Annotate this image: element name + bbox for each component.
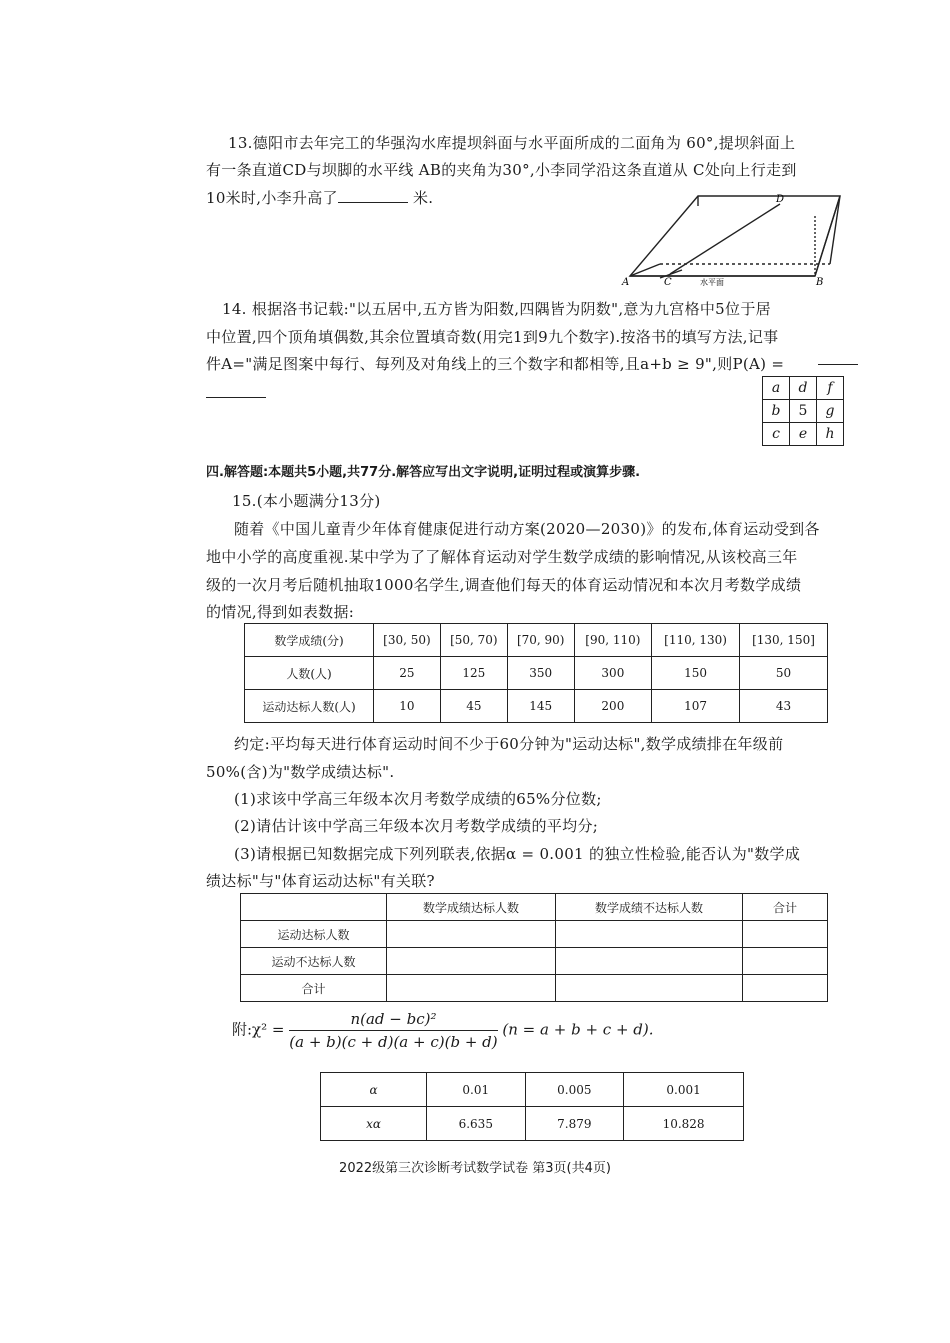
q13-line3-post: 米. [412, 189, 434, 207]
q15-rule-2: 50%(含)为"数学成绩达标". [206, 763, 395, 781]
q15-intro-4: 的情况,得到如表数据: [206, 603, 355, 621]
luoshu-grid [762, 376, 844, 446]
contingency-table [240, 893, 828, 1002]
grid-cell: c [763, 423, 790, 446]
contingency-row-label: 运动不达标人数 [241, 948, 387, 975]
grid-cell: h [817, 423, 844, 446]
label-water-plane: 水平面 [700, 278, 724, 286]
q15-part-3b: 绩达标"与"体育运动达标"有关联? [206, 872, 435, 890]
table-cell: 43 [740, 690, 828, 723]
score-table-header: [90, 110) [574, 624, 651, 657]
q14-line3 [206, 350, 806, 378]
q14-line1: 14. 根据洛书记载:"以五居中,五方皆为阳数,四隅皆为阴数",意为九宫格中5位于居 [222, 300, 771, 318]
grid-cell: b [763, 400, 790, 423]
table-cell: 10 [374, 690, 441, 723]
table-cell: 150 [652, 657, 740, 690]
contingency-cell [743, 921, 828, 948]
critical-table-cell: xα [321, 1107, 427, 1141]
score-table-header: [130, 150] [740, 624, 828, 657]
formula-prefix: 附:χ² = [232, 1020, 285, 1039]
table-cell: 350 [507, 657, 574, 690]
score-table-header: [70, 90) [507, 624, 574, 657]
contingency-cell [556, 921, 743, 948]
q15-part-3a: (3)请根据已知数据完成下列列联表,依据α = 0.001 的独立性检验,能否认为"数学成 [234, 845, 801, 863]
table-cell: 50 [740, 657, 828, 690]
critical-table-cell: α [321, 1073, 427, 1107]
q15-intro-2: 地中小学的高度重视.某中学为了了解体育运动对学生数学成绩的影响情况,从该校高三年 [206, 548, 798, 566]
q15-heading: 15.(本小题满分13分) [232, 492, 381, 510]
contingency-cell [556, 975, 743, 1002]
table-cell: 300 [574, 657, 651, 690]
chi-square-formula [232, 1010, 654, 1051]
formula-denominator: (a + b)(c + d)(a + c)(b + d) [289, 1033, 498, 1051]
formula-fraction [289, 1010, 497, 1051]
critical-table-cell: 10.828 [624, 1107, 744, 1141]
q15-intro-3: 级的一次月考后随机抽取1000名学生,调查他们每天的体育运动情况和本次月考数学成绩 [206, 576, 802, 594]
label-c: C [664, 277, 672, 286]
contingency-header: 数学成绩不达标人数 [556, 894, 743, 921]
q15-part-1: (1)求该中学高三年级本次月考数学成绩的65%分位数; [234, 790, 602, 808]
score-table [244, 623, 828, 723]
critical-table-cell: 7.879 [525, 1107, 624, 1141]
grid-cell: 5 [790, 400, 817, 423]
critical-table-cell: 0.01 [427, 1073, 526, 1107]
contingency-cell [743, 948, 828, 975]
label-b: B [816, 277, 824, 286]
q15-intro-1: 随着《中国儿童青少年体育健康促进行动方案(2020—2030)》的发布,体育运动受到各 [234, 520, 820, 538]
grid-cell: e [790, 423, 817, 446]
table-cell: 人数(人) [245, 657, 374, 690]
q13-line1: 13.德阳市去年完工的华强沟水库提坝斜面与水平面所成的二面角为 60°,提坝斜面上 [228, 134, 796, 152]
table-cell: 125 [440, 657, 507, 690]
grid-cell: a [763, 377, 790, 400]
label-a: A [622, 277, 630, 286]
contingency-cell [556, 948, 743, 975]
contingency-row-label: 运动达标人数 [241, 921, 387, 948]
q13-line3 [206, 184, 606, 212]
grid-cell: g [817, 400, 844, 423]
q14-line2: 中位置,四个顶角填偶数,其余位置填奇数(用完1到9九个数字).按洛书的填写方法,记事 [206, 328, 779, 346]
q14-answer-blank-a [818, 364, 858, 365]
contingency-header: 合计 [743, 894, 828, 921]
formula-suffix: (n = a + b + c + d). [502, 1020, 654, 1039]
critical-table-cell: 6.635 [427, 1107, 526, 1141]
score-table-header: [50, 70) [440, 624, 507, 657]
table-cell: 25 [374, 657, 441, 690]
dam-slope-figure [620, 186, 850, 286]
grid-cell: d [790, 377, 817, 400]
score-table-header: [30, 50) [374, 624, 441, 657]
q15-rule-1: 约定:平均每天进行体育运动时间不少于60分钟为"运动达标",数学成绩排在年级前 [234, 735, 784, 753]
contingency-header: 数学成绩达标人数 [387, 894, 556, 921]
table-cell: 200 [574, 690, 651, 723]
q14-answer-blank-b [206, 397, 266, 398]
contingency-cell [743, 975, 828, 1002]
q14-line3-text: 件A="满足图案中每行、每列及对角线上的三个数字和都相等,且a+b ≥ 9",则P(A) = [206, 355, 785, 373]
contingency-cell [387, 948, 556, 975]
label-d: D [776, 194, 785, 205]
score-table-header: 数学成绩(分) [245, 624, 374, 657]
q15-part-2: (2)请估计该中学高三年级本次月考数学成绩的平均分; [234, 817, 599, 835]
table-cell: 107 [652, 690, 740, 723]
section-4-heading: 四.解答题:本题共5小题,共77分.解答应写出文字说明,证明过程或演算步骤. [206, 465, 641, 480]
table-cell: 45 [440, 690, 507, 723]
formula-numerator: n(ad − bc)² [289, 1010, 497, 1031]
q13-line2: 有一条直道CD与坝脚的水平线 AB的夹角为30°,小李同学沿这条直道从 C处向上行走到 [206, 161, 797, 179]
contingency-cell [387, 921, 556, 948]
score-table-header: [110, 130) [652, 624, 740, 657]
critical-table-cell: 0.001 [624, 1073, 744, 1107]
q13-answer-blank [338, 186, 408, 203]
table-cell: 运动达标人数(人) [245, 690, 374, 723]
q13-line3-pre: 10米时,小李升高了 [206, 189, 338, 207]
table-cell: 145 [507, 690, 574, 723]
contingency-cell [387, 975, 556, 1002]
contingency-row-label: 合计 [241, 975, 387, 1002]
critical-table-cell: 0.005 [525, 1073, 624, 1107]
critical-value-table [320, 1072, 744, 1141]
grid-cell: f [817, 377, 844, 400]
contingency-header [241, 894, 387, 921]
page-footer: 2022级第三次诊断考试数学试卷 第3页(共4页) [339, 1161, 611, 1176]
